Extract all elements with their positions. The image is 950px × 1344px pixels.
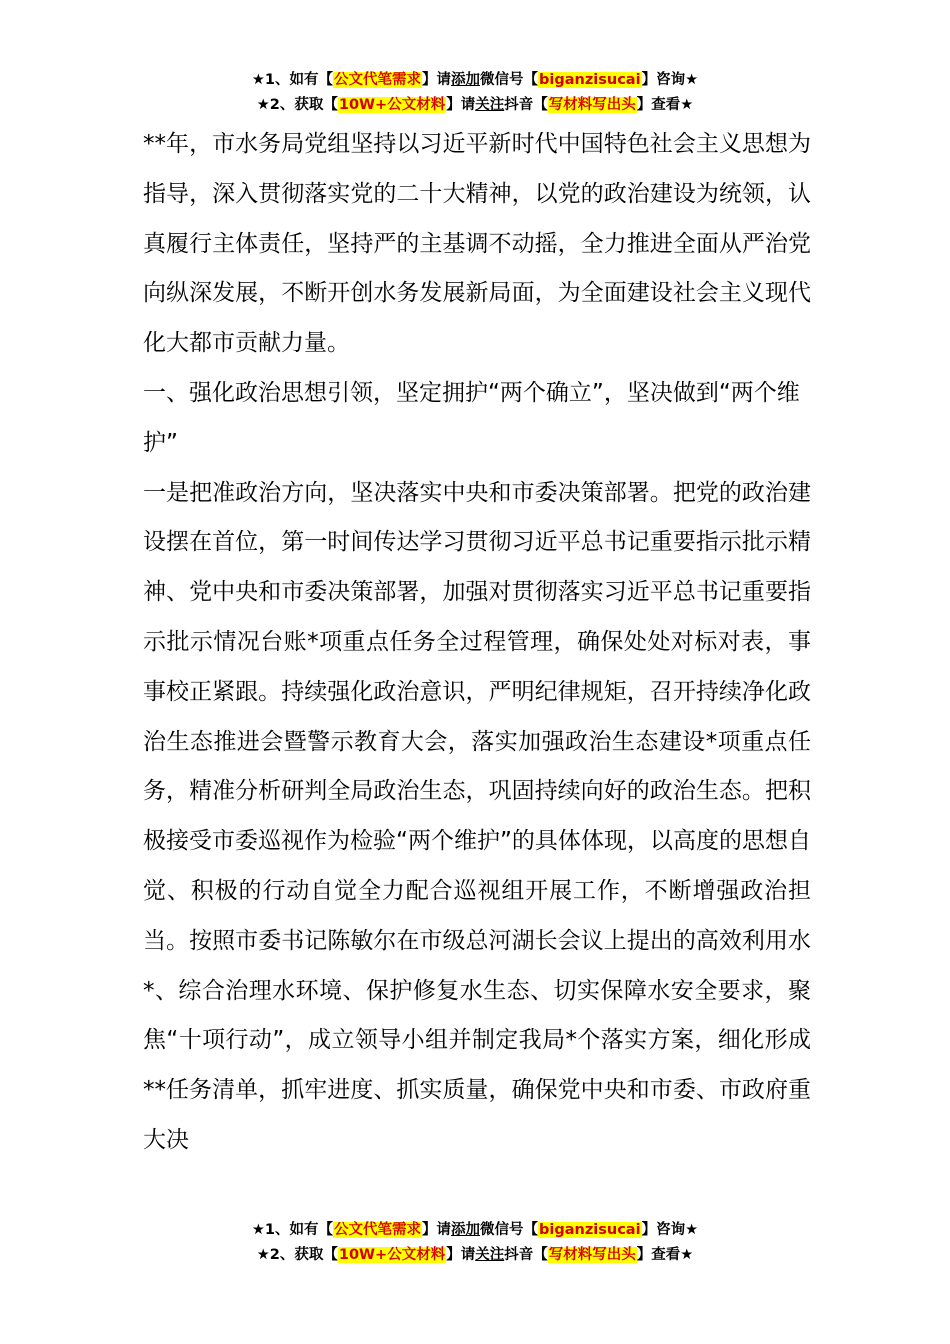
highlight-materials: 10W+公文材料 [338,1247,446,1263]
highlight-materials: 10W+公文材料 [338,97,446,113]
document-body [143,120,811,1166]
paragraph-1: 一是把准政治方向，坚决落实中央和市委决策部署。把党的政治建设摆在首位，第一时间传达学习贯彻习近平总书记重要指示批示精神、党中央和市委决策部署，加强对贯彻落实习近平总书记重要指示批示情况台账*项重点任务全过程管理，确保处处对标对表，事事校正紧跟。持续强化政治意识，严明纪律规矩，召开持续净化政治生态推进会暨警示教育大会，落实加强政治生态建设*项重点任务，精准分析研判全局政治生态，巩固持续向好的政治生态。把积极接受市委巡视作为检验“两个维护”的具体体现，以高度的思想自觉、积极的行动自觉全力配合巡视组开展工作，不断增强政治担当。按照市委书记陈敏尔在市级总河湖长会议上提出的高效利用水*、综合治理水环境、保护修复水生态、切实保障水安全要求，聚焦“十项行动”，成立领导小组并制定我局*个落实方案，细化形成**任务清单，抓牢进度、抓实质量，确保党中央和市委、市政府重大决 [143,479,811,1153]
section-heading-1: 一、强化政治思想引领，坚定拥护“两个确立”，坚决做到“两个维护” [143,379,800,456]
banner-line-2: ★2、获取【10W+公文材料】请关注抖音【写材料写出头】查看★ [256,1247,694,1263]
highlight-douyin-id: 写材料写出头 [548,97,636,113]
intro-paragraph: **年，市水务局党组坚持以习近平新时代中国特色社会主义思想为指导，深入贯彻落实党的二十大精神，以党的政治建设为统领，认真履行主体责任，坚持严的主基调不动摇，全力推进全面从严治党向纵深发展，不断开创水务发展新局面，为全面建设社会主义现代化大都市贡献力量。 [143,131,811,357]
highlight-wechat-id: biganzisucai [539,1222,641,1238]
header-banner [0,68,950,118]
highlight-service: 公文代笔需求 [334,1222,422,1238]
footer-banner [0,1218,950,1268]
highlight-douyin-id: 写材料写出头 [548,1247,636,1263]
highlight-wechat-id: biganzisucai [539,72,641,88]
banner-line-2: ★2、获取【10W+公文材料】请关注抖音【写材料写出头】查看★ [256,97,694,113]
banner-line-1: ★1、如有【公文代笔需求】请添加微信号【biganzisucai】咨询★ [251,72,699,88]
highlight-service: 公文代笔需求 [334,72,422,88]
banner-line-1: ★1、如有【公文代笔需求】请添加微信号【biganzisucai】咨询★ [251,1222,699,1238]
